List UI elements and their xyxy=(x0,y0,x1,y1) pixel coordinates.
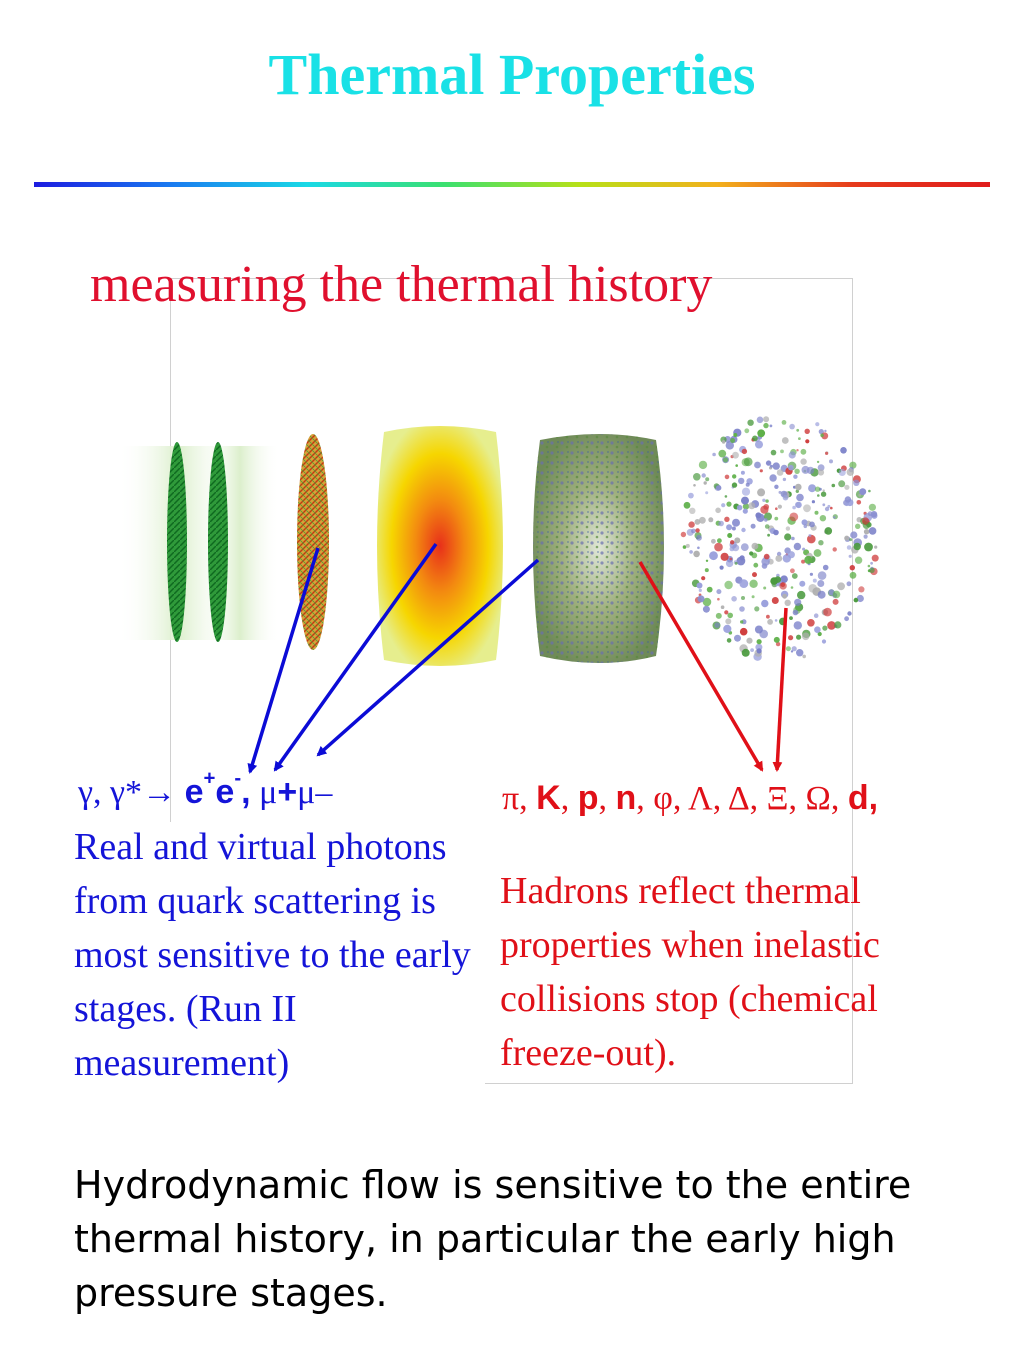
electron-symbol: e xyxy=(184,773,204,811)
dilepton-probe-symbols xyxy=(78,767,333,815)
mixed-phase-hadron-gas xyxy=(533,434,664,663)
plus-sign: + xyxy=(277,773,298,811)
quark-gluon-plasma-fireball xyxy=(377,426,503,666)
neutron-symbol: n xyxy=(615,779,637,817)
colliding-nuclei xyxy=(118,442,280,642)
photon-probe-description: Real and virtual photons from quark scattering is most sensitive to the early stages. (Run II measurement) xyxy=(74,826,471,1084)
subtitle: measuring the thermal history xyxy=(90,256,713,313)
kaon-symbol: K xyxy=(536,779,561,817)
positron-symbol: e xyxy=(215,773,235,811)
antimuon-symbol: μ– xyxy=(297,774,333,811)
slide-title: Thermal Properties xyxy=(268,42,756,107)
separator: , xyxy=(241,773,251,811)
pion-symbol: π xyxy=(502,780,520,817)
hydrodynamic-flow-note: Hydrodynamic flow is sensitive to the entire thermal history, in particular the early high pressure stages. xyxy=(74,1163,912,1315)
freeze-out-particle-spray xyxy=(681,416,879,661)
positron-charge: - xyxy=(234,767,242,790)
resonance-symbols: φ, Λ, Δ, Ξ, Ω xyxy=(653,780,831,817)
photon-symbols: γ, γ* xyxy=(78,774,143,811)
muon-symbol: μ xyxy=(259,774,278,811)
initial-collision-disk xyxy=(297,434,329,650)
proton-symbol: p xyxy=(577,779,599,817)
red-arrow-1 xyxy=(640,562,762,770)
arrow-symbol: → xyxy=(142,774,177,811)
deuteron-symbol: d, xyxy=(847,779,879,817)
hadron-probe-symbols: π, K, p, n, φ, Λ, Δ, Ξ, Ω, d, xyxy=(502,779,879,817)
red-arrow-2 xyxy=(777,608,786,770)
electron-charge: + xyxy=(203,767,216,790)
hadron-probe-description: Hadrons reflect thermal properties when inelastic collisions stop (chemical freeze-out). xyxy=(500,870,880,1074)
